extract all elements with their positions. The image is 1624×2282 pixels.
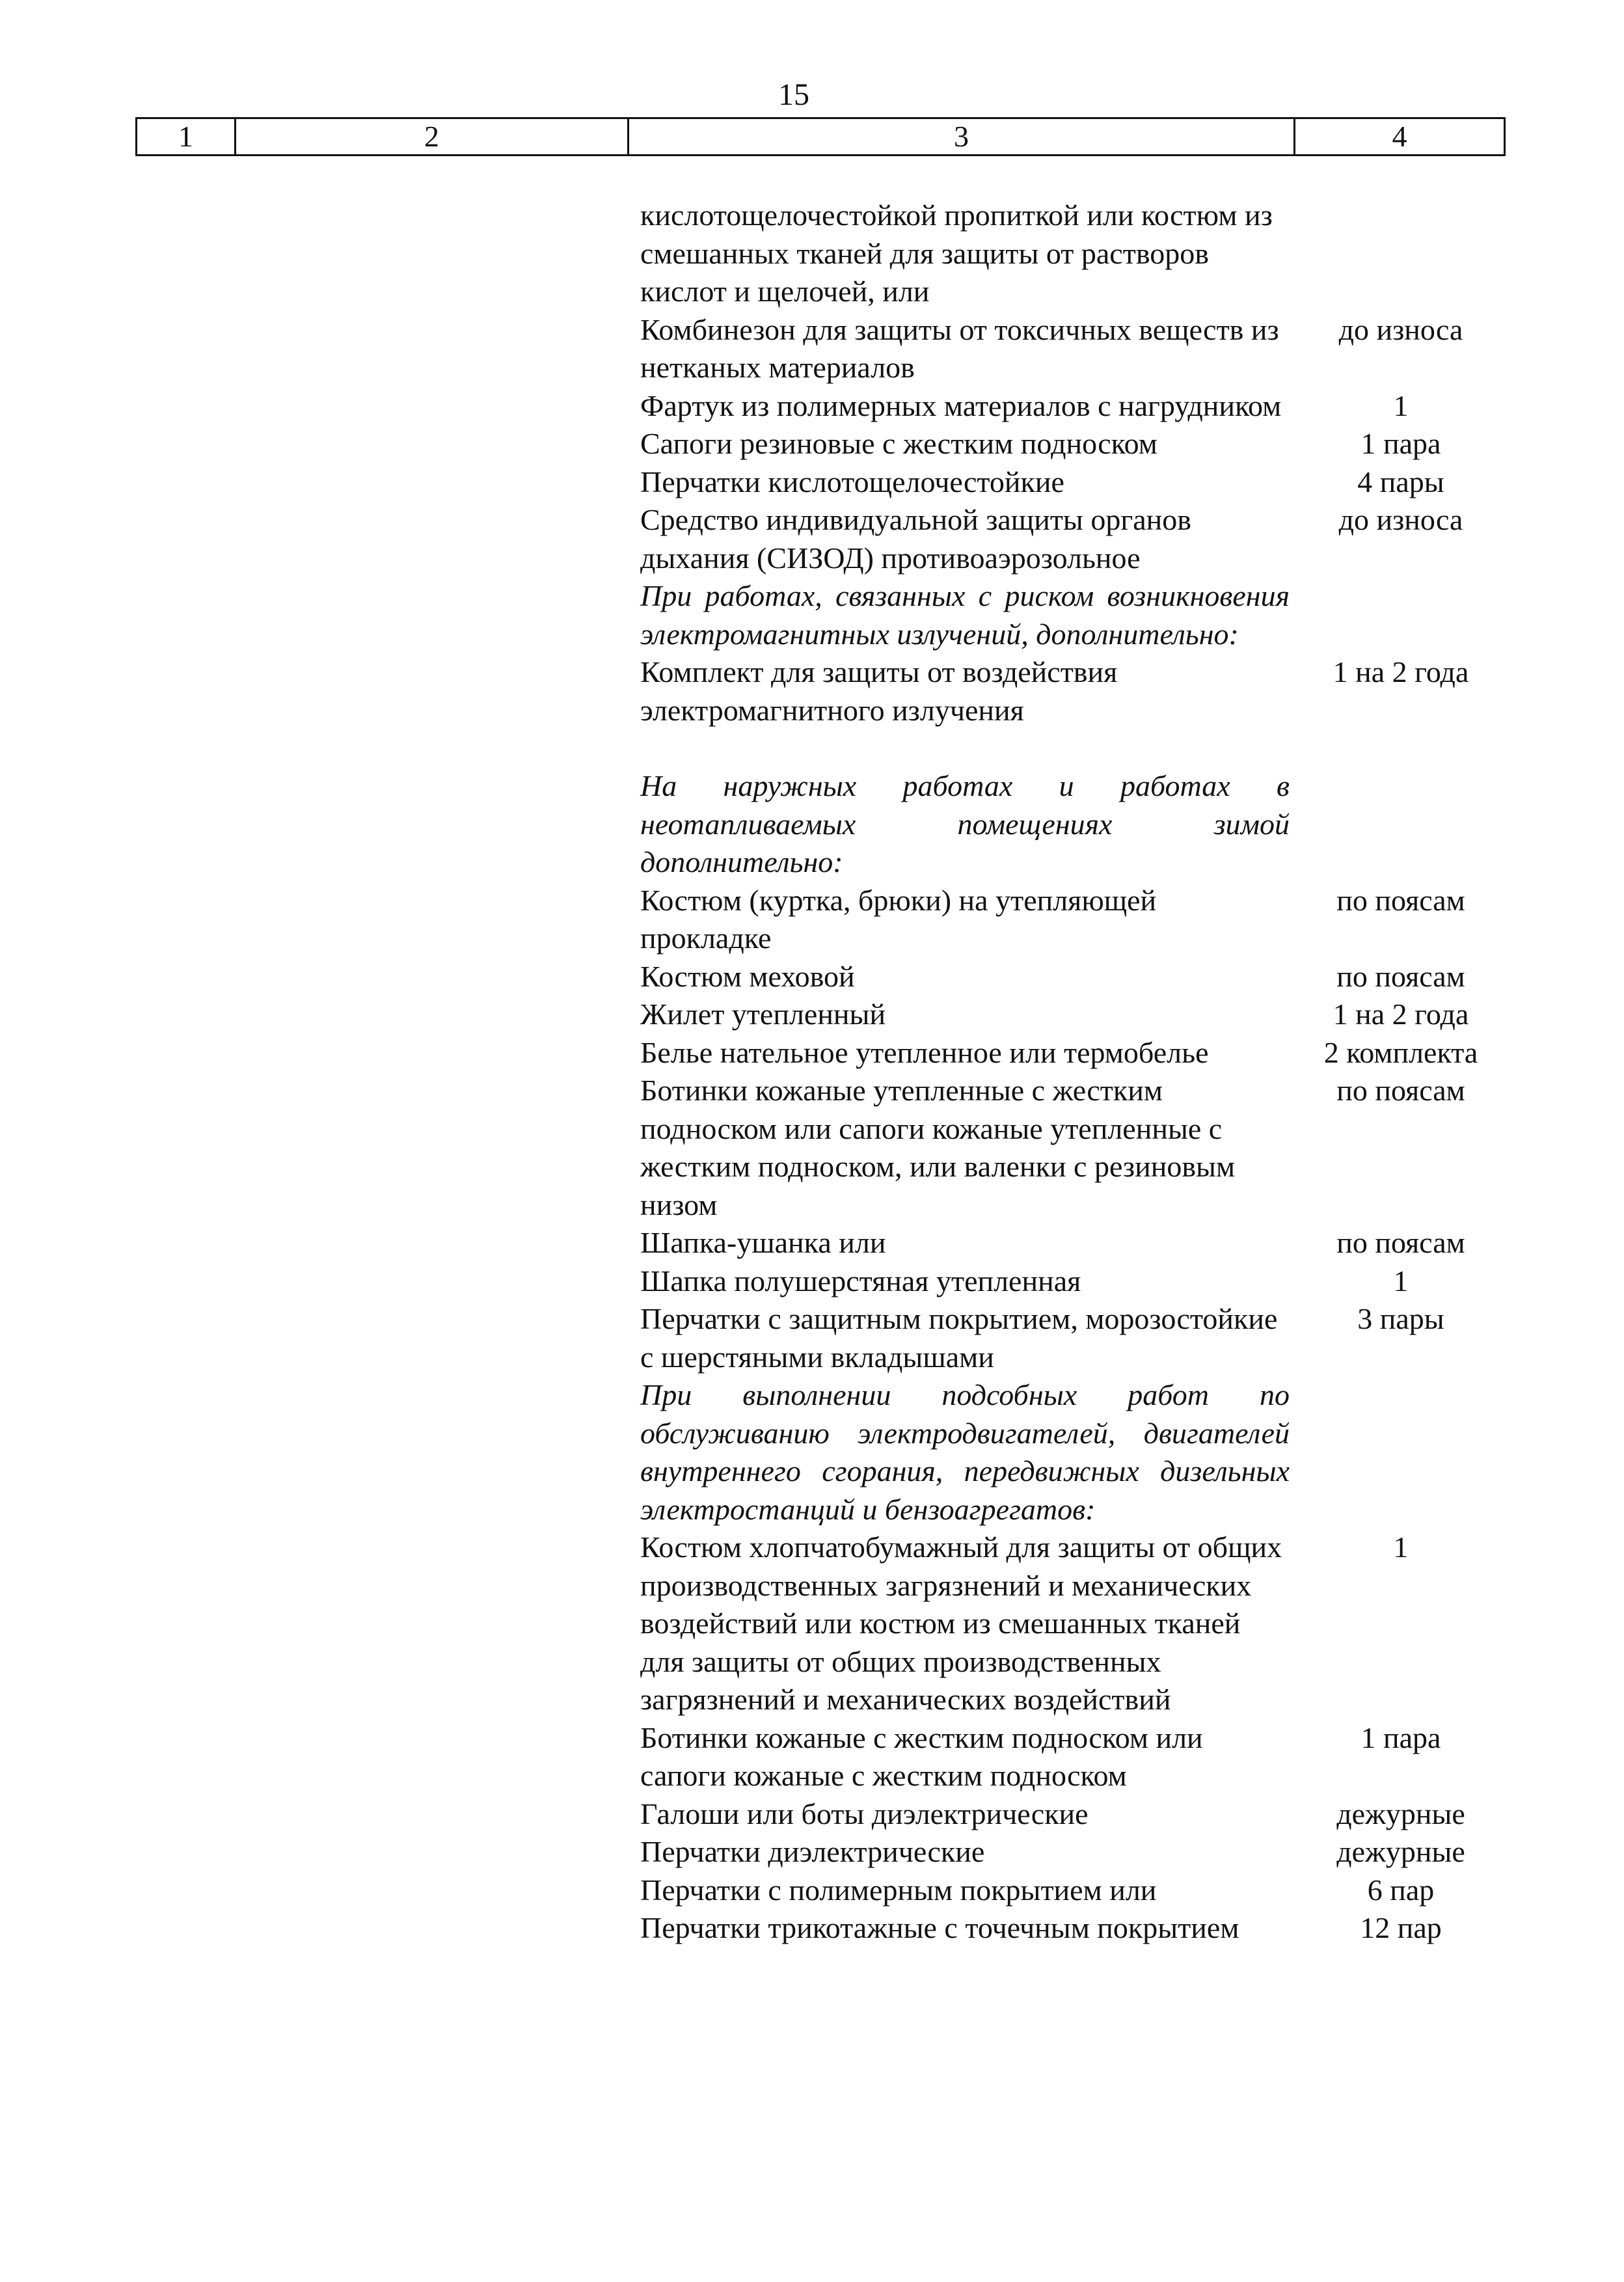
column-number-1: 1 bbox=[137, 118, 236, 156]
column-header-row bbox=[135, 117, 1506, 156]
column-number-3: 3 bbox=[629, 118, 1295, 156]
table-row bbox=[640, 501, 1512, 577]
table-row bbox=[640, 1300, 1512, 1376]
item-name: Ботинки кожаные утепленные с жестким подноском или сапоги кожаные утепленные с жестким подноском, или валенки с резиновым низом bbox=[640, 1074, 1236, 1221]
issue-norm: 4 пары bbox=[1357, 465, 1444, 498]
section-heading-row bbox=[640, 577, 1512, 653]
item-name: Шапка полушерстяная утепленная bbox=[640, 1264, 1081, 1297]
table-row bbox=[640, 1034, 1512, 1072]
item-name: Перчатки диэлектрические bbox=[640, 1835, 985, 1868]
section-heading: При выполнении подсобных работ по обслуживанию электродвигателей, двигателей внутреннего сгорания, передвижных дизельных электростанций и бензоагрегатов: bbox=[640, 1378, 1290, 1526]
item-name: Комплект для защиты от воздействия электромагнитного излучения bbox=[640, 655, 1118, 727]
table-row bbox=[640, 653, 1512, 729]
table-row bbox=[640, 1833, 1512, 1871]
column-number-4: 4 bbox=[1295, 118, 1505, 156]
item-name: Фартук из полимерных материалов с нагрудником bbox=[640, 388, 1282, 422]
issue-norm: по поясам bbox=[1336, 883, 1465, 917]
issue-norm: по поясам bbox=[1336, 1226, 1465, 1259]
issue-norm: до износа bbox=[1338, 503, 1463, 536]
issue-norm: 2 комплекта bbox=[1323, 1035, 1478, 1069]
page-number: 15 bbox=[778, 77, 809, 112]
table-row bbox=[640, 1262, 1512, 1301]
table-row bbox=[640, 387, 1512, 426]
table-row bbox=[640, 311, 1512, 387]
table-row bbox=[640, 197, 1512, 311]
section-spacer bbox=[640, 729, 1512, 767]
table-row bbox=[640, 1072, 1512, 1224]
issue-norm: дежурные bbox=[1336, 1835, 1465, 1868]
item-name: Сапоги резиновые с жестким подноском bbox=[640, 427, 1157, 460]
item-name: Комбинезон для защиты от токсичных веществ из нетканых материалов bbox=[640, 312, 1279, 384]
item-name: Перчатки кислотощелочестойкие bbox=[640, 465, 1064, 498]
issue-norm: 1 пара bbox=[1360, 427, 1441, 460]
table-row bbox=[640, 1795, 1512, 1834]
issue-norm: 1 bbox=[1393, 1530, 1409, 1564]
table-row bbox=[640, 1528, 1512, 1719]
item-name: Перчатки трикотажные с точечным покрытием bbox=[640, 1911, 1239, 1944]
item-name: кислотощелочестойкой пропиткой или костюм из смешанных тканей для защиты от растворов кислот и щелочей, или bbox=[640, 198, 1273, 308]
table-row bbox=[640, 996, 1512, 1034]
table-row bbox=[640, 1224, 1512, 1262]
table-row bbox=[640, 463, 1512, 502]
table-row bbox=[640, 882, 1512, 958]
issue-norm: по поясам bbox=[1336, 959, 1465, 993]
item-name: Белье нательное утепленное или термобелье bbox=[640, 1035, 1209, 1069]
item-name: Костюм (куртка, брюки) на утепляющей прокладке bbox=[640, 883, 1157, 955]
issue-norm: дежурные bbox=[1336, 1797, 1465, 1830]
table-row bbox=[640, 1909, 1512, 1948]
section-heading: При работах, связанных с риском возникновения электромагнитных излучений, дополнительно: bbox=[640, 579, 1290, 651]
item-name: Средство индивидуальной защиты органов дыхания (СИЗОД) противоаэрозольное bbox=[640, 503, 1191, 575]
item-name: Перчатки с защитным покрытием, морозостойкие с шерстяными вкладышами bbox=[640, 1302, 1278, 1374]
issue-norm: 1 bbox=[1393, 388, 1409, 422]
item-name: Галоши или боты диэлектрические bbox=[640, 1797, 1089, 1830]
issue-norm: 1 пара bbox=[1360, 1720, 1441, 1754]
item-name: Перчатки с полимерным покрытием или bbox=[640, 1873, 1157, 1907]
item-name: Ботинки кожаные с жестким подноском или сапоги кожаные с жестким подноском bbox=[640, 1720, 1203, 1792]
issue-norm: 6 пар bbox=[1367, 1873, 1435, 1907]
table-body bbox=[640, 197, 1512, 1948]
section-heading-row bbox=[640, 767, 1512, 882]
item-name: Жилет утепленный bbox=[640, 998, 886, 1031]
issue-norm: 1 на 2 года bbox=[1333, 998, 1469, 1031]
issue-norm: 1 bbox=[1393, 1264, 1409, 1297]
issue-norm: по поясам bbox=[1336, 1074, 1465, 1107]
column-number-2: 2 bbox=[236, 118, 629, 156]
issue-norm: 3 пары bbox=[1357, 1302, 1444, 1335]
issue-norm: 1 на 2 года bbox=[1333, 655, 1469, 688]
issue-norm: 12 пар bbox=[1360, 1911, 1442, 1944]
table-row bbox=[640, 425, 1512, 463]
table-row bbox=[640, 1719, 1512, 1795]
table-row bbox=[640, 958, 1512, 996]
table-row bbox=[640, 1871, 1512, 1910]
section-heading-row bbox=[640, 1376, 1512, 1528]
section-heading: На наружных работах и работах в неотапливаемых помещениях зимой дополнительно: bbox=[640, 769, 1290, 878]
item-name: Костюм меховой bbox=[640, 959, 855, 993]
item-name: Шапка-ушанка или bbox=[640, 1226, 886, 1259]
item-name: Костюм хлопчатобумажный для защиты от общих производственных загрязнений и механических воздействий или костюм из смешанных тканей для защиты от общих производственных загрязнений и механических воздействий bbox=[640, 1530, 1282, 1716]
issue-norm: до износа bbox=[1338, 312, 1463, 346]
